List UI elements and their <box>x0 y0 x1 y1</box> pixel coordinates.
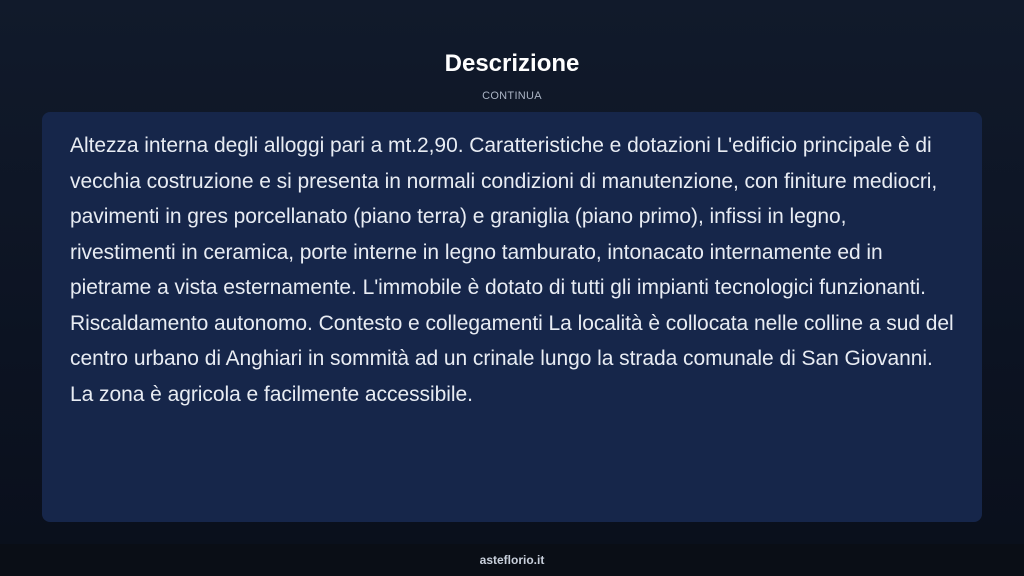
description-card <box>42 112 982 522</box>
page-title: Descrizione <box>444 50 580 77</box>
continue-label[interactable]: CONTINUA <box>482 90 542 102</box>
footer-bar <box>0 544 1024 576</box>
site-name: asteflorio.it <box>479 553 545 567</box>
description-text: Altezza interna degli alloggi pari a mt.2,90. Caratteristiche e dotazioni L'edificio principale è di vecchia costruzione e si presenta in normali condizioni di manutenzione, con finiture mediocri, pavimenti in gres porcellanato (piano terra) e graniglia (piano primo), infissi in legno, rivestimenti in ceramica, porte interne in legno tamburato, intonacato internamente ed in pietrame a vista esternamente. L'immobile è dotato di tutti gli impianti tecnologici funzionanti. Riscaldamento autonomo. Contesto e collegamenti La località è collocata nelle colline a sud del centro urbano di Anghiari in sommità ad un crinale lungo la strada comunale di San Giovanni. La zona è agricola e facilmente accessibile. <box>70 134 954 406</box>
